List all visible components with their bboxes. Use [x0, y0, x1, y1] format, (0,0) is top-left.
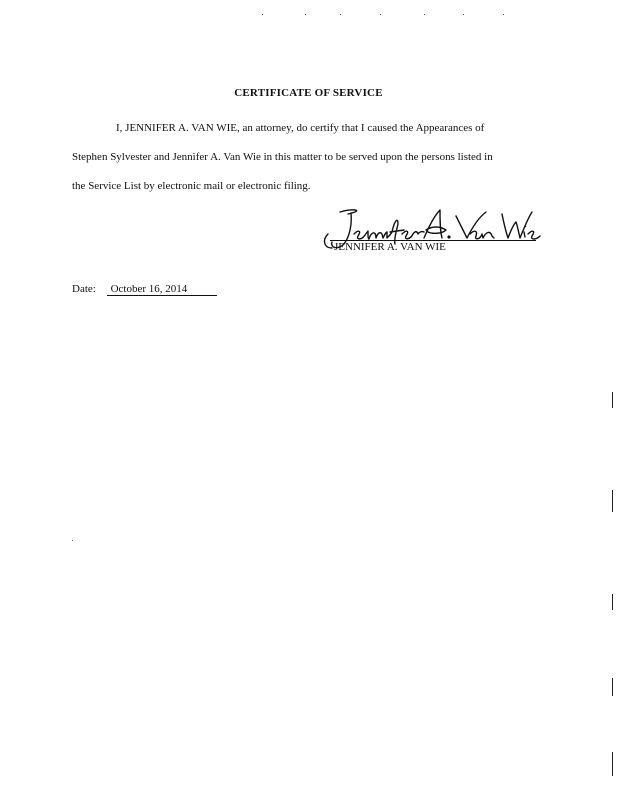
paragraph-line: Stephen Sylvester and Jennifer A. Van Wie in this matter to be served upon the persons listed in: [72, 151, 493, 163]
scan-artifact: [262, 14, 263, 15]
paragraph-line: I, JENNIFER A. VAN WIE, an attorney, do certify that I caused the Appearances of: [116, 122, 485, 134]
margin-mark: [612, 752, 613, 776]
margin-mark: [612, 392, 613, 408]
margin-mark: [612, 594, 613, 610]
scan-artifact: [340, 14, 341, 15]
scan-artifact: [380, 14, 381, 15]
signer-printed-name: JENNIFER A. VAN WIE: [334, 241, 446, 253]
scan-artifact: [72, 540, 73, 541]
scan-artifact: [424, 14, 425, 15]
date-row: [72, 283, 217, 296]
paragraph-line: the Service List by electronic mail or electronic filing.: [72, 180, 311, 192]
scan-artifact: [503, 14, 504, 15]
margin-mark: [612, 490, 613, 512]
date-value: October 16, 2014: [107, 283, 217, 296]
scan-artifact: [463, 14, 464, 15]
date-label: Date:: [72, 283, 96, 295]
scan-artifact: [305, 14, 306, 15]
margin-mark: [612, 678, 613, 696]
certification-paragraph: [72, 114, 552, 201]
document-title: CERTIFICATE OF SERVICE: [234, 87, 383, 99]
